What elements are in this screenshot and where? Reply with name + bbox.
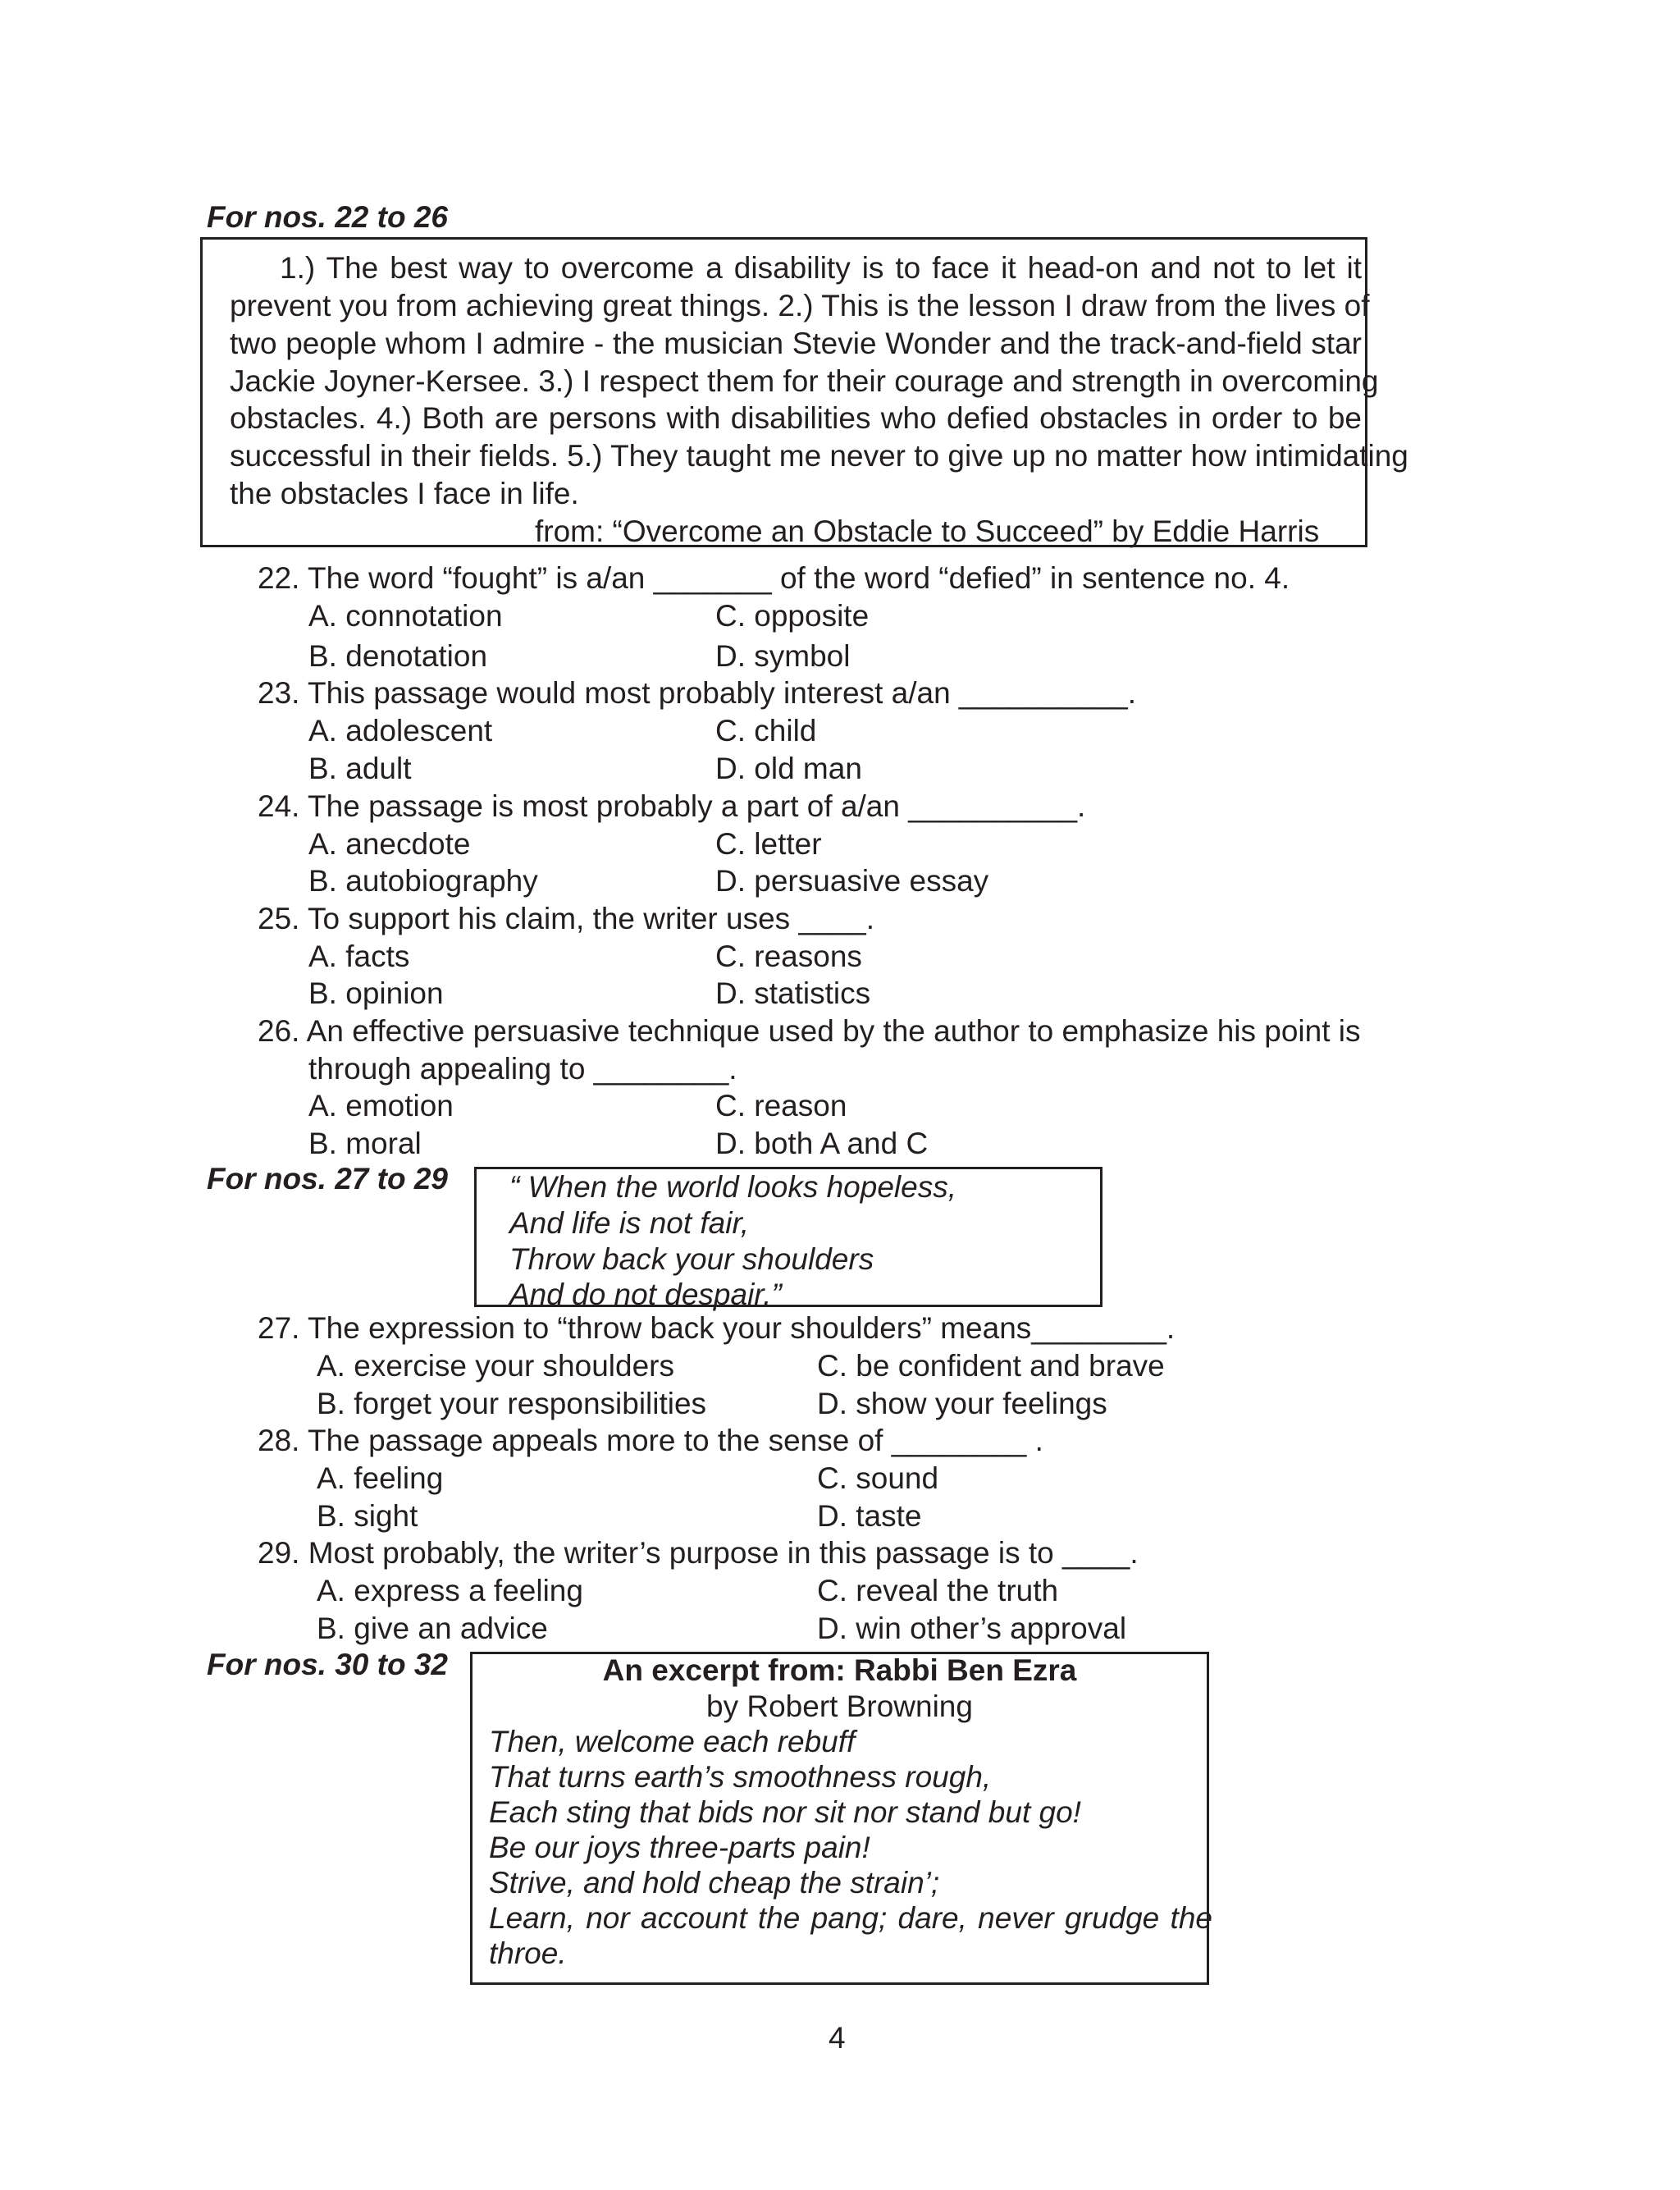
q25-option-a: A. facts <box>308 940 410 973</box>
q29-option-c: C. reveal the truth <box>817 1574 1059 1607</box>
passage-line: successful in their fields. 5.) They taught me never to give up no matter how intimidating <box>230 439 1408 473</box>
q28-option-b: B. sight <box>317 1499 418 1533</box>
q23-option-c: C. child <box>715 714 817 748</box>
question-25-stem: 25. To support his claim, the writer uses ____. <box>258 902 875 935</box>
question-23-stem: 23. This passage would most probably interest a/an __________. <box>258 676 1136 710</box>
q27-option-c: C. be confident and brave <box>817 1349 1165 1383</box>
passage-line: obstacles. 4.) Both are persons with disabilities who defied obstacles in order to be <box>230 401 1362 435</box>
q24-option-a: A. anecdote <box>308 827 471 861</box>
poem-line: throe. <box>489 1936 567 1970</box>
passage-source: from: “Overcome an Obstacle to Succeed” by Eddie Harris <box>535 514 1320 548</box>
q29-option-b: B. give an advice <box>317 1612 548 1645</box>
q29-option-a: A. express a feeling <box>317 1574 583 1607</box>
q27-option-a: A. exercise your shoulders <box>317 1349 674 1383</box>
question-22-stem: 22. The word “fought” is a/an _______ of the word “defied” in sentence no. 4. <box>258 561 1290 595</box>
passage-line: two people whom I admire - the musician Stevie Wonder and the track-and-field star <box>230 327 1362 360</box>
passage-line: prevent you from achieving great things. 2.) This is the lesson I draw from the lives of <box>230 289 1370 322</box>
q23-option-a: A. adolescent <box>308 714 493 748</box>
poem-title: An excerpt from: Rabbi Ben Ezra <box>602 1653 1077 1687</box>
q25-option-d: D. statistics <box>715 976 871 1010</box>
poem-line: And do not despair.” <box>509 1278 782 1311</box>
q26-option-c: C. reason <box>715 1089 847 1122</box>
poem-line: “ When the world looks hopeless, <box>509 1170 956 1204</box>
q26-option-d: D. both A and C <box>715 1127 929 1160</box>
q22-option-b: B. denotation <box>308 639 488 673</box>
q22-option-a: A. connotation <box>308 599 503 633</box>
passage-line: the obstacles I face in life. <box>230 477 579 510</box>
section-heading-22-26: For nos. 22 to 26 <box>207 200 449 234</box>
poem-line: Then, welcome each rebuff <box>489 1725 856 1758</box>
q27-option-d: D. show your feelings <box>817 1387 1107 1420</box>
question-26-stem: 26. An effective persuasive technique used by the author to emphasize his point is <box>258 1014 1361 1048</box>
q28-option-d: D. taste <box>817 1499 922 1533</box>
page-number: 4 <box>829 2021 846 2055</box>
q24-option-b: B. autobiography <box>308 864 538 898</box>
question-24-stem: 24. The passage is most probably a part of a/an __________. <box>258 789 1086 823</box>
q25-option-b: B. opinion <box>308 976 444 1010</box>
poem-line: And life is not fair, <box>509 1206 750 1240</box>
passage-line: 1.) The best way to overcome a disability is to face it head-on and not to let it <box>280 251 1362 285</box>
q29-option-d: D. win other’s approval <box>817 1612 1127 1645</box>
section-heading-27-29: For nos. 27 to 29 <box>207 1162 449 1196</box>
q23-option-d: D. old man <box>715 752 862 785</box>
poem-line: That turns earth’s smoothness rough, <box>489 1760 992 1794</box>
q24-option-d: D. persuasive essay <box>715 864 989 898</box>
q28-option-c: C. sound <box>817 1461 939 1495</box>
poem-author: by Robert Browning <box>706 1689 973 1723</box>
poem-line: Each sting that bids nor sit nor stand but go! <box>489 1795 1081 1829</box>
q22-option-c: C. opposite <box>715 599 870 633</box>
passage-line: Jackie Joyner-Kersee. 3.) I respect them for their courage and strength in overcoming <box>230 364 1379 398</box>
question-29-stem: 29. Most probably, the writer’s purpose in this passage is to ____. <box>258 1536 1139 1570</box>
question-28-stem: 28. The passage appeals more to the sense of ________ . <box>258 1424 1043 1457</box>
poem-line: Learn, nor account the pang; dare, never grudge the <box>489 1901 1212 1935</box>
q23-option-b: B. adult <box>308 752 412 785</box>
question-26-stem-cont: through appealing to ________. <box>308 1052 737 1086</box>
q22-option-d: D. symbol <box>715 639 851 673</box>
section-heading-30-32: For nos. 30 to 32 <box>207 1648 449 1681</box>
q27-option-b: B. forget your responsibilities <box>317 1387 707 1420</box>
question-27-stem: 27. The expression to “throw back your shoulders” means________. <box>258 1311 1176 1345</box>
q28-option-a: A. feeling <box>317 1461 444 1495</box>
q25-option-c: C. reasons <box>715 940 862 973</box>
poem-line: Strive, and hold cheap the strain’; <box>489 1866 940 1900</box>
q26-option-b: B. moral <box>308 1127 422 1160</box>
poem-line: Be our joys three-parts pain! <box>489 1831 870 1864</box>
q24-option-c: C. letter <box>715 827 822 861</box>
q26-option-a: A. emotion <box>308 1089 454 1122</box>
poem-line: Throw back your shoulders <box>509 1242 874 1276</box>
